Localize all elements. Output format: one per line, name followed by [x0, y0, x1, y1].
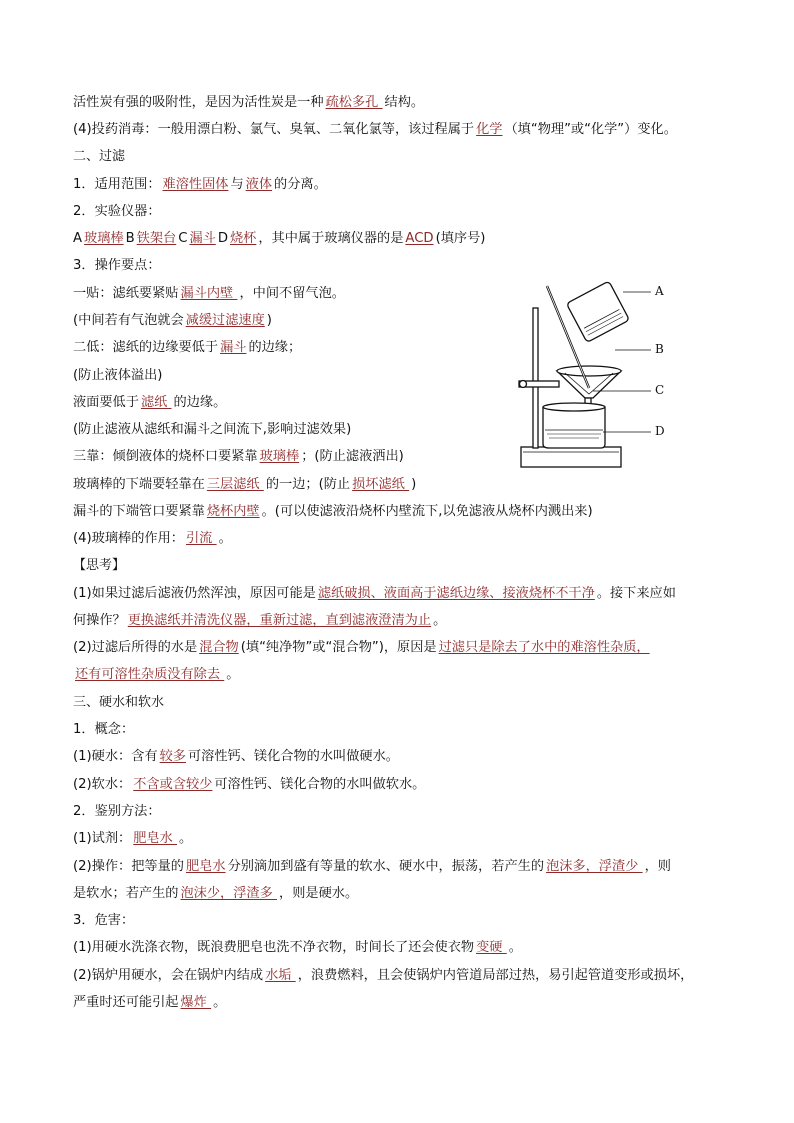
- answer-blank: 漏斗内壁: [180, 286, 238, 301]
- answer-blank: 液体: [245, 177, 273, 192]
- text: (防止液体溢出): [73, 368, 163, 383]
- answer-blank: 过滤只是除去了水中的难溶性杂质，: [438, 640, 650, 655]
- answer-blank: 滤纸破损、液面高于滤纸边缘、接液烧杯不干净: [317, 586, 595, 601]
- text: (1)用硬水洗涤衣物，既浪费肥皂也洗不净衣物，时间长了还会使衣物: [73, 940, 475, 955]
- answer-blank: 肥皂水: [186, 859, 226, 874]
- answer-blank: 泡沫多，浮渣少: [546, 859, 643, 874]
- l34: [73, 994, 226, 1012]
- text: 结构。: [384, 95, 425, 110]
- answer-blank: 难溶性固体: [162, 177, 229, 192]
- l13: [73, 421, 351, 439]
- l30: [73, 885, 358, 903]
- answer-blank: 漏斗: [189, 231, 216, 246]
- l15: [73, 476, 416, 494]
- answer-blank: 不含或含较少: [133, 777, 213, 792]
- text: 。: [218, 531, 232, 546]
- l21: [73, 639, 652, 657]
- text: ): [411, 477, 417, 492]
- l1: [73, 94, 424, 112]
- text: ，则是硬水。: [279, 886, 359, 901]
- l26: [73, 776, 425, 794]
- answer-blank: 还有可溶性杂质没有除去: [75, 667, 225, 682]
- l29: [73, 858, 671, 876]
- l25: [73, 748, 399, 766]
- label-a: A: [655, 284, 664, 298]
- answer-blank: 烧杯内壁: [206, 504, 260, 519]
- text: (4)投药消毒：一般用漂白粉、氯气、臭氧、二氧化氯等，该过程属于: [73, 122, 475, 137]
- text: 的边缘；: [248, 340, 302, 355]
- l24: [73, 721, 134, 739]
- text: (2)过滤后所得的水是: [73, 640, 198, 655]
- l28: [73, 830, 192, 848]
- filtration-apparatus-figure: [505, 280, 690, 479]
- filtration-apparatus-drawing: [505, 280, 690, 475]
- text: A: [73, 231, 83, 246]
- text: 。接下来应如: [596, 586, 676, 601]
- l6: [73, 230, 485, 248]
- answer-blank: ACD: [405, 231, 434, 246]
- l7: [73, 257, 161, 275]
- text: 严重时还可能引起: [73, 995, 179, 1010]
- text: D: [217, 231, 228, 246]
- answer-blank: 减缓过滤速度: [185, 313, 265, 328]
- answer-blank: 玻璃棒: [84, 231, 124, 246]
- l12: [73, 394, 226, 412]
- text: 。(可以使滤液沿烧杯内壁流下,以免滤液从烧杯内溅出来): [261, 504, 593, 519]
- answer-blank: 化学: [476, 122, 503, 137]
- text: (1)硬水：含有: [73, 749, 158, 764]
- text: 活性炭有强的吸附性，是因为活性炭是一种: [73, 95, 324, 110]
- text: (2)软水：: [73, 777, 132, 792]
- answer-blank: 玻璃棒: [259, 449, 300, 464]
- text: ，其中属于玻璃仪器的是: [258, 231, 404, 246]
- l8: [73, 285, 345, 303]
- text: 。: [433, 613, 447, 628]
- text: （填“物理”或“化学”）变化。: [504, 122, 677, 137]
- thinking-heading: [73, 557, 125, 575]
- text: 。: [226, 667, 240, 682]
- l20: [73, 612, 446, 630]
- l33: [73, 967, 693, 985]
- text: (1)试剂：: [73, 831, 132, 846]
- section-heading-hard-soft-water: [73, 694, 164, 712]
- text: (4)玻璃棒的作用：: [73, 531, 184, 546]
- answer-blank: 更换滤纸并清洗仪器，重新过滤，直到滤液澄清为止: [127, 613, 432, 628]
- l2: [73, 121, 677, 139]
- answer-blank: 较多: [159, 749, 186, 764]
- text: (填序号): [435, 231, 486, 246]
- text: 【思考】: [73, 558, 126, 573]
- l10: [73, 339, 301, 357]
- l14: [73, 448, 404, 466]
- text: 。: [508, 940, 522, 955]
- stand-base: [521, 447, 621, 467]
- text: 1．概念：: [73, 722, 135, 737]
- text: (2)锅炉用硬水，会在锅炉内结成: [73, 968, 264, 983]
- l17: [73, 530, 232, 548]
- text: 可溶性钙、镁化合物的水叫做软水。: [214, 777, 426, 792]
- text: 2．鉴别方法：: [73, 804, 161, 819]
- text: ): [266, 313, 272, 328]
- text: 3．操作要点：: [73, 258, 161, 273]
- l5: [73, 203, 161, 221]
- text: (防止滤液从滤纸和漏斗之间流下,影响过滤效果): [73, 422, 352, 437]
- l11: [73, 367, 162, 385]
- section-heading-filtration: [73, 148, 125, 166]
- l19: [73, 585, 676, 603]
- answer-blank: 爆炸: [180, 995, 212, 1010]
- l4: [73, 176, 327, 194]
- text: 3．危害：: [73, 913, 135, 928]
- answer-blank: 混合物: [199, 640, 239, 655]
- pouring-beaker: [566, 281, 629, 342]
- answer-blank: 疏松多孔: [325, 95, 383, 110]
- text: 三靠：倾倒液体的烧杯口要紧靠: [73, 449, 258, 464]
- receiving-beaker: [543, 407, 605, 448]
- text: ，则: [644, 859, 671, 874]
- text: 的分离。: [274, 177, 327, 192]
- text: ；(防止滤液洒出): [301, 449, 404, 464]
- text: 。: [179, 831, 193, 846]
- text: 二、过滤: [73, 149, 126, 164]
- text: 1．适用范围：: [73, 177, 161, 192]
- text: (1)如果过滤后滤液仍然浑浊，原因可能是: [73, 586, 316, 601]
- text: (中间若有气泡就会: [73, 313, 184, 328]
- text: ，中间不留气泡。: [239, 286, 345, 301]
- text: 二低：滤纸的边缘要低于: [73, 340, 219, 355]
- text: 的边缘。: [173, 395, 227, 410]
- answer-blank: 损坏滤纸: [352, 477, 410, 492]
- text: 是软水；若产生的: [73, 886, 179, 901]
- text: 一贴：滤纸要紧贴: [73, 286, 179, 301]
- answer-blank: 铁架台: [136, 231, 177, 246]
- text: 何操作？: [73, 613, 126, 628]
- text: 的一边；(防止: [265, 477, 351, 492]
- answer-blank: 烧杯: [229, 231, 257, 246]
- answer-blank: 引流: [186, 531, 217, 546]
- answer-blank: 三层滤纸: [206, 477, 264, 492]
- text: 漏斗的下端管口要紧靠: [73, 504, 205, 519]
- answer-blank: 变硬: [476, 940, 507, 955]
- label-d: D: [655, 424, 665, 438]
- text: 与: [230, 177, 244, 192]
- l27: [73, 803, 161, 821]
- l16: [73, 503, 593, 521]
- label-b: B: [655, 342, 664, 356]
- stand-rod: [533, 308, 538, 448]
- answer-blank: 滤纸: [140, 395, 172, 410]
- l32: [73, 939, 522, 957]
- l31: [73, 912, 134, 930]
- answer-blank: 水垢: [265, 968, 296, 983]
- text: (填“纯净物”或“混合物”)，原因是: [240, 640, 437, 655]
- l22: [73, 666, 239, 684]
- text: 分别滴加到盛有等量的软水、硬水中，振荡，若产生的: [227, 859, 545, 874]
- text: 液面要低于: [73, 395, 139, 410]
- text: ，浪费燃料，且会使锅炉内管道局部过热，易引起管道变形或损坏，: [297, 968, 694, 983]
- text: C: [178, 231, 188, 246]
- answer-blank: 泡沫少，浮渣多: [180, 886, 278, 901]
- text: (2)操作：把等量的: [73, 859, 184, 874]
- answer-blank: 肥皂水: [133, 831, 178, 846]
- text: 三、硬水和软水: [73, 695, 165, 710]
- label-c: C: [655, 383, 665, 397]
- text: 可溶性钙、镁化合物的水叫做硬水。: [188, 749, 399, 764]
- text: 2．实验仪器：: [73, 204, 161, 219]
- text: B: [125, 231, 135, 246]
- text: 玻璃棒的下端要轻靠在: [73, 477, 205, 492]
- text: 。: [213, 995, 227, 1010]
- answer-blank: 漏斗: [220, 340, 247, 355]
- l9: [73, 312, 272, 330]
